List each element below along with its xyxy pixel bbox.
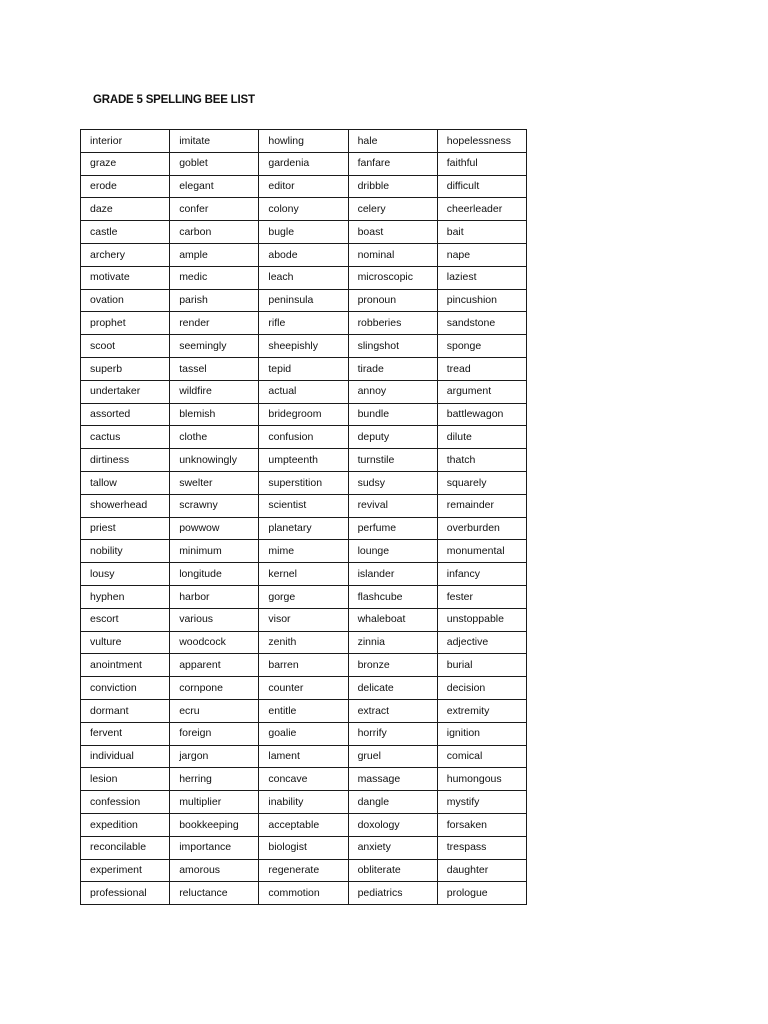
table-row — [81, 494, 527, 517]
table-cell: individual — [81, 745, 170, 768]
table-cell: slingshot — [348, 335, 437, 358]
table-cell: bugle — [259, 221, 348, 244]
table-cell: comical — [437, 745, 526, 768]
table-cell: herring — [170, 768, 259, 791]
table-cell: cheerleader — [437, 198, 526, 221]
table-cell: revival — [348, 494, 437, 517]
table-row — [81, 471, 527, 494]
table-cell: motivate — [81, 266, 170, 289]
table-cell: rifle — [259, 312, 348, 335]
table-cell: actual — [259, 380, 348, 403]
table-cell: dormant — [81, 699, 170, 722]
table-cell: perfume — [348, 517, 437, 540]
table-cell: pronoun — [348, 289, 437, 312]
table-row — [81, 631, 527, 654]
table-cell: ecru — [170, 699, 259, 722]
table-row — [81, 426, 527, 449]
table-cell: lounge — [348, 540, 437, 563]
table-cell: apparent — [170, 654, 259, 677]
table-cell: importance — [170, 836, 259, 859]
table-cell: amorous — [170, 859, 259, 882]
table-cell: various — [170, 608, 259, 631]
table-cell: robberies — [348, 312, 437, 335]
table-cell: powwow — [170, 517, 259, 540]
table-cell: nape — [437, 243, 526, 266]
table-cell: priest — [81, 517, 170, 540]
table-cell: mime — [259, 540, 348, 563]
table-cell: render — [170, 312, 259, 335]
table-row — [81, 882, 527, 905]
table-cell: blemish — [170, 403, 259, 426]
table-cell: obliterate — [348, 859, 437, 882]
table-cell: archery — [81, 243, 170, 266]
table-row — [81, 449, 527, 472]
table-row — [81, 585, 527, 608]
table-cell: conviction — [81, 677, 170, 700]
table-cell: carbon — [170, 221, 259, 244]
table-cell: leach — [259, 266, 348, 289]
table-cell: lesion — [81, 768, 170, 791]
table-cell: goalie — [259, 722, 348, 745]
table-cell: biologist — [259, 836, 348, 859]
table-row — [81, 813, 527, 836]
table-cell: woodcock — [170, 631, 259, 654]
table-cell: bundle — [348, 403, 437, 426]
table-cell: faithful — [437, 152, 526, 175]
table-cell: colony — [259, 198, 348, 221]
table-row — [81, 175, 527, 198]
table-cell: extract — [348, 699, 437, 722]
table-cell: foreign — [170, 722, 259, 745]
table-cell: ovation — [81, 289, 170, 312]
table-cell: laziest — [437, 266, 526, 289]
table-cell: erode — [81, 175, 170, 198]
table-cell: sandstone — [437, 312, 526, 335]
table-cell: daughter — [437, 859, 526, 882]
table-cell: regenerate — [259, 859, 348, 882]
table-cell: fervent — [81, 722, 170, 745]
table-cell: elegant — [170, 175, 259, 198]
table-cell: lousy — [81, 563, 170, 586]
table-cell: doxology — [348, 813, 437, 836]
table-row — [81, 836, 527, 859]
table-row — [81, 221, 527, 244]
table-cell: annoy — [348, 380, 437, 403]
table-cell: scientist — [259, 494, 348, 517]
table-cell: turnstile — [348, 449, 437, 472]
table-cell: escort — [81, 608, 170, 631]
table-cell: remainder — [437, 494, 526, 517]
table-row — [81, 517, 527, 540]
table-cell: interior — [81, 130, 170, 153]
table-cell: vulture — [81, 631, 170, 654]
table-cell: dilute — [437, 426, 526, 449]
table-row — [81, 198, 527, 221]
table-row — [81, 791, 527, 814]
table-cell: humongous — [437, 768, 526, 791]
table-cell: whaleboat — [348, 608, 437, 631]
table-cell: graze — [81, 152, 170, 175]
table-cell: horrify — [348, 722, 437, 745]
table-cell: forsaken — [437, 813, 526, 836]
table-cell: burial — [437, 654, 526, 677]
table-cell: goblet — [170, 152, 259, 175]
table-cell: pincushion — [437, 289, 526, 312]
table-row — [81, 130, 527, 153]
spelling-word-table — [80, 129, 527, 905]
table-cell: ample — [170, 243, 259, 266]
table-cell: reconcilable — [81, 836, 170, 859]
table-cell: howling — [259, 130, 348, 153]
table-cell: infancy — [437, 563, 526, 586]
table-cell: confer — [170, 198, 259, 221]
table-cell: tallow — [81, 471, 170, 494]
table-cell: superb — [81, 357, 170, 380]
table-cell: battlewagon — [437, 403, 526, 426]
table-cell: nobility — [81, 540, 170, 563]
page-title: GRADE 5 SPELLING BEE LIST — [93, 94, 255, 106]
table-cell: squarely — [437, 471, 526, 494]
table-cell: tirade — [348, 357, 437, 380]
table-row — [81, 403, 527, 426]
table-cell: zinnia — [348, 631, 437, 654]
table-cell: argument — [437, 380, 526, 403]
table-cell: trespass — [437, 836, 526, 859]
table-cell: reluctance — [170, 882, 259, 905]
table-cell: seemingly — [170, 335, 259, 358]
table-cell: gruel — [348, 745, 437, 768]
table-cell: nominal — [348, 243, 437, 266]
table-cell: gardenia — [259, 152, 348, 175]
table-row — [81, 768, 527, 791]
table-row — [81, 289, 527, 312]
table-cell: professional — [81, 882, 170, 905]
table-cell: tread — [437, 357, 526, 380]
table-cell: islander — [348, 563, 437, 586]
table-cell: daze — [81, 198, 170, 221]
table-cell: difficult — [437, 175, 526, 198]
table-row — [81, 152, 527, 175]
table-cell: gorge — [259, 585, 348, 608]
table-cell: imitate — [170, 130, 259, 153]
table-cell: dirtiness — [81, 449, 170, 472]
table-cell: counter — [259, 677, 348, 700]
table-cell: lament — [259, 745, 348, 768]
table-cell: scoot — [81, 335, 170, 358]
table-cell: deputy — [348, 426, 437, 449]
table-cell: decision — [437, 677, 526, 700]
table-row — [81, 380, 527, 403]
table-cell: prologue — [437, 882, 526, 905]
table-cell: abode — [259, 243, 348, 266]
table-cell: adjective — [437, 631, 526, 654]
table-cell: confession — [81, 791, 170, 814]
table-cell: castle — [81, 221, 170, 244]
table-cell: experiment — [81, 859, 170, 882]
table-cell: parish — [170, 289, 259, 312]
table-cell: entitle — [259, 699, 348, 722]
table-cell: cornpone — [170, 677, 259, 700]
table-cell: acceptable — [259, 813, 348, 836]
table-cell: peninsula — [259, 289, 348, 312]
table-cell: fanfare — [348, 152, 437, 175]
table-cell: scrawny — [170, 494, 259, 517]
table-cell: editor — [259, 175, 348, 198]
table-cell: umpteenth — [259, 449, 348, 472]
table-cell: concave — [259, 768, 348, 791]
table-row — [81, 312, 527, 335]
table-cell: confusion — [259, 426, 348, 449]
table-cell: bookkeeping — [170, 813, 259, 836]
table-row — [81, 540, 527, 563]
table-cell: bridegroom — [259, 403, 348, 426]
table-cell: multiplier — [170, 791, 259, 814]
table-cell: thatch — [437, 449, 526, 472]
table-cell: swelter — [170, 471, 259, 494]
table-cell: visor — [259, 608, 348, 631]
table-cell: jargon — [170, 745, 259, 768]
table-cell: sudsy — [348, 471, 437, 494]
table-cell: hale — [348, 130, 437, 153]
table-row — [81, 722, 527, 745]
table-cell: kernel — [259, 563, 348, 586]
table-cell: bait — [437, 221, 526, 244]
table-cell: clothe — [170, 426, 259, 449]
table-row — [81, 677, 527, 700]
table-cell: cactus — [81, 426, 170, 449]
table-cell: showerhead — [81, 494, 170, 517]
table-cell: boast — [348, 221, 437, 244]
table-cell: superstition — [259, 471, 348, 494]
table-cell: tepid — [259, 357, 348, 380]
table-cell: zenith — [259, 631, 348, 654]
table-cell: monumental — [437, 540, 526, 563]
table-cell: inability — [259, 791, 348, 814]
table-row — [81, 608, 527, 631]
table-cell: mystify — [437, 791, 526, 814]
table-cell: planetary — [259, 517, 348, 540]
table-row — [81, 699, 527, 722]
table-row — [81, 243, 527, 266]
table-row — [81, 654, 527, 677]
table-cell: barren — [259, 654, 348, 677]
table-row — [81, 335, 527, 358]
table-row — [81, 357, 527, 380]
table-cell: unstoppable — [437, 608, 526, 631]
table-cell: extremity — [437, 699, 526, 722]
table-cell: overburden — [437, 517, 526, 540]
table-cell: flashcube — [348, 585, 437, 608]
table-cell: microscopic — [348, 266, 437, 289]
table-cell: minimum — [170, 540, 259, 563]
table-cell: sponge — [437, 335, 526, 358]
table-cell: delicate — [348, 677, 437, 700]
table-row — [81, 859, 527, 882]
spelling-word-table-body — [81, 130, 527, 905]
table-cell: celery — [348, 198, 437, 221]
table-row — [81, 266, 527, 289]
table-cell: medic — [170, 266, 259, 289]
table-cell: dribble — [348, 175, 437, 198]
table-cell: massage — [348, 768, 437, 791]
table-cell: dangle — [348, 791, 437, 814]
table-cell: anxiety — [348, 836, 437, 859]
table-cell: fester — [437, 585, 526, 608]
table-cell: commotion — [259, 882, 348, 905]
table-cell: prophet — [81, 312, 170, 335]
table-cell: bronze — [348, 654, 437, 677]
table-cell: pediatrics — [348, 882, 437, 905]
table-cell: longitude — [170, 563, 259, 586]
table-cell: unknowingly — [170, 449, 259, 472]
table-cell: hyphen — [81, 585, 170, 608]
table-cell: expedition — [81, 813, 170, 836]
table-cell: sheepishly — [259, 335, 348, 358]
table-cell: assorted — [81, 403, 170, 426]
table-cell: hopelessness — [437, 130, 526, 153]
table-row — [81, 745, 527, 768]
table-cell: ignition — [437, 722, 526, 745]
table-cell: tassel — [170, 357, 259, 380]
table-cell: wildfire — [170, 380, 259, 403]
table-cell: undertaker — [81, 380, 170, 403]
table-cell: anointment — [81, 654, 170, 677]
table-row — [81, 563, 527, 586]
table-cell: harbor — [170, 585, 259, 608]
